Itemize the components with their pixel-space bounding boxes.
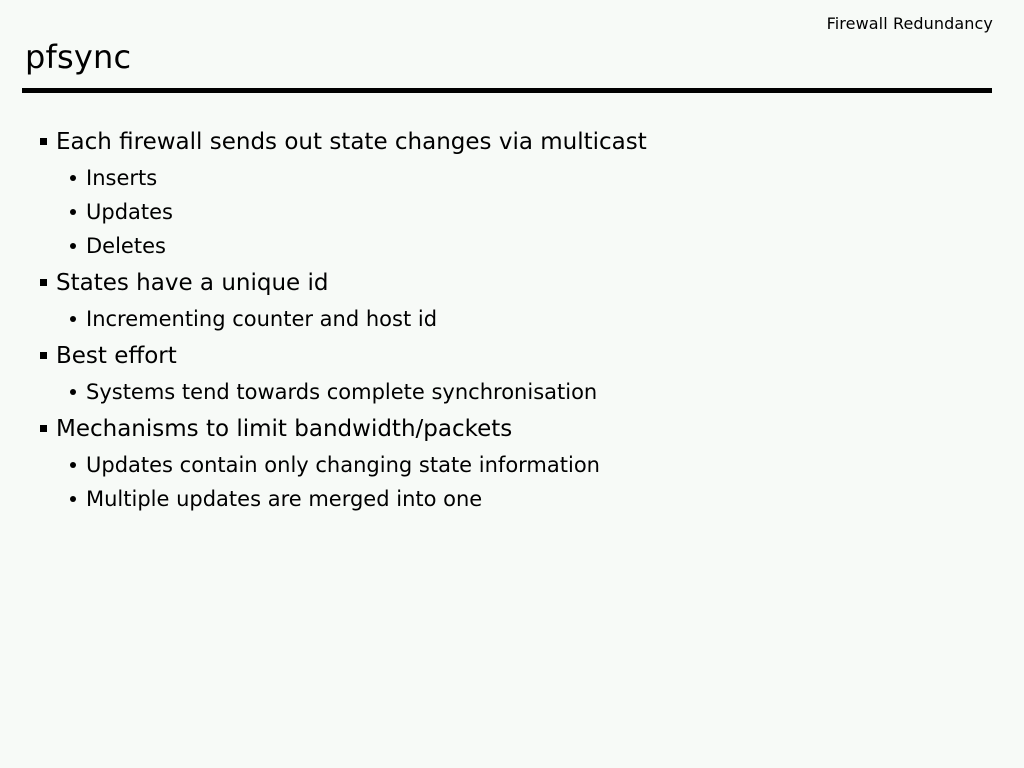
dot-bullet-icon: [70, 316, 76, 322]
list-item: [70, 376, 990, 409]
list-item-label: Each firewall sends out state changes via multicast: [56, 129, 647, 155]
square-bullet-icon: [40, 279, 47, 286]
square-bullet-icon: [40, 352, 47, 359]
list-item: [70, 162, 990, 195]
square-bullet-icon: [40, 138, 47, 145]
list-item-label: Mechanisms to limit bandwidth/packets: [56, 416, 513, 442]
list-item-label: Best effort: [56, 343, 177, 369]
list-item-label: Deletes: [86, 234, 166, 258]
list-item-label: Systems tend towards complete synchronisation: [86, 380, 598, 404]
list-item-label: States have a unique id: [56, 270, 329, 296]
dot-bullet-icon: [70, 209, 76, 215]
page-title: pfsync: [25, 38, 132, 76]
list-item-label: Updates contain only changing state information: [86, 453, 600, 477]
dot-bullet-icon: [70, 462, 76, 468]
title-divider: [22, 88, 992, 93]
list-item: [70, 230, 990, 263]
list-item-label: Multiple updates are merged into one: [86, 487, 483, 511]
list-item: [40, 338, 990, 374]
list-item: [70, 449, 990, 482]
list-item: [70, 483, 990, 516]
dot-bullet-icon: [70, 175, 76, 181]
list-item: [40, 124, 990, 160]
dot-bullet-icon: [70, 243, 76, 249]
list-item-label: Updates: [86, 200, 173, 224]
dot-bullet-icon: [70, 496, 76, 502]
list-item: [70, 196, 990, 229]
square-bullet-icon: [40, 425, 47, 432]
list-item: [40, 411, 990, 447]
list-item-label: Inserts: [86, 166, 158, 190]
slide-header-note: Firewall Redundancy: [826, 14, 993, 33]
list-item: [70, 303, 990, 336]
list-item: [40, 265, 990, 301]
list-item-label: Incrementing counter and host id: [86, 307, 438, 331]
dot-bullet-icon: [70, 389, 76, 395]
bullet-list: [40, 122, 990, 517]
